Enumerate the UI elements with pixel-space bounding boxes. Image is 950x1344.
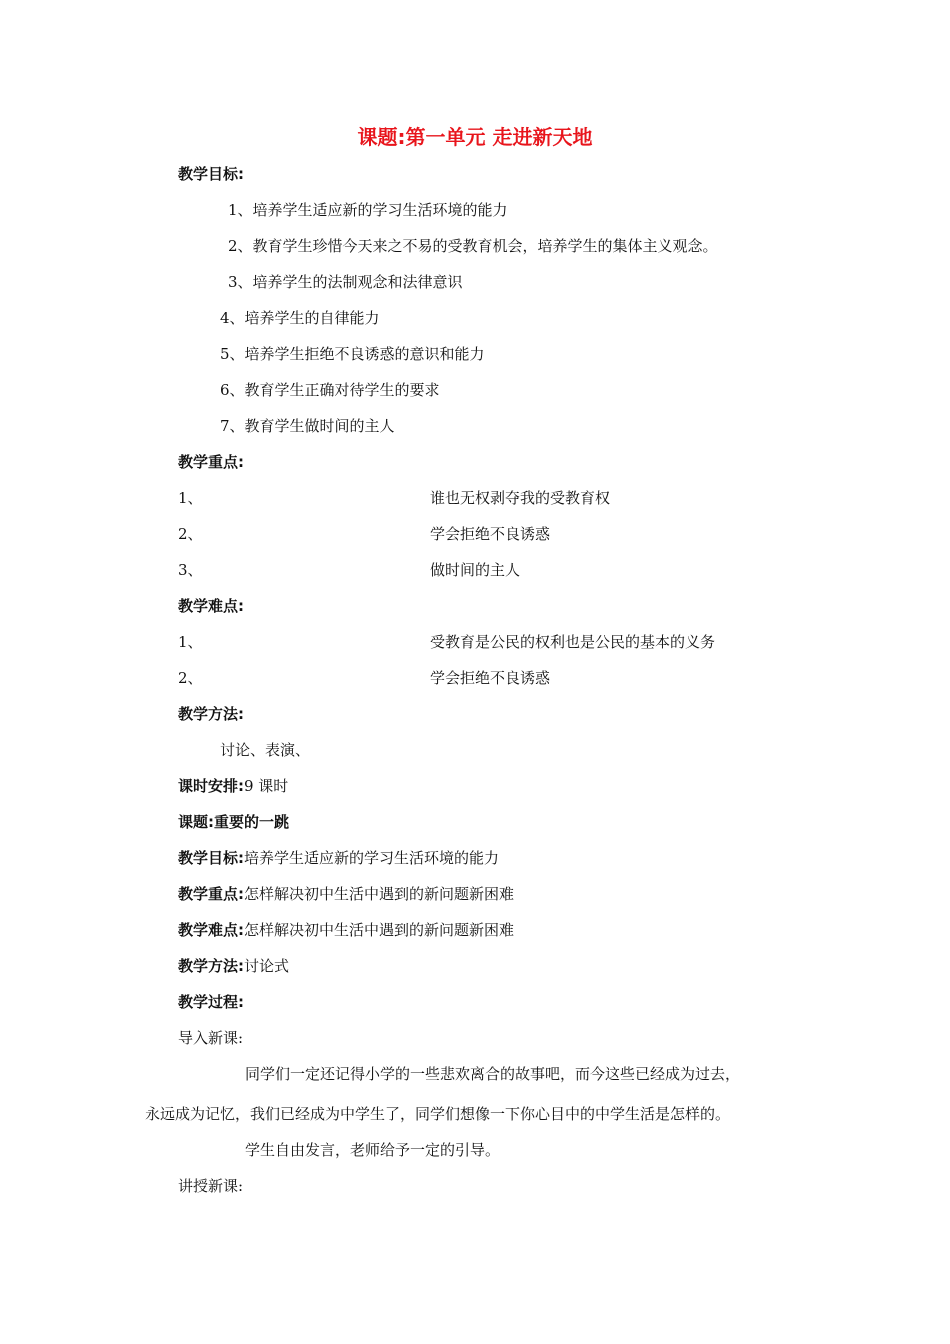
difficulty-text: 学会拒绝不良诱惑 <box>430 669 551 687</box>
lesson-goal-value: 培养学生适应新的学习生活环境的能力 <box>244 849 500 867</box>
lesson-method-row <box>178 956 289 976</box>
lesson-method-label: 教学方法: <box>178 957 244 975</box>
lesson-diff-row <box>178 920 514 940</box>
teach-heading: 讲授新课: <box>178 1177 244 1195</box>
keypoint-text: 学会拒绝不良诱惑 <box>430 525 551 543</box>
keypoint-number: 1、 <box>178 489 203 507</box>
goal-item: 7、教育学生做时间的主人 <box>220 417 395 435</box>
lesson-key-label: 教学重点: <box>178 885 244 903</box>
lesson-title-label: 课题: <box>178 813 214 831</box>
lesson-diff-label: 教学难点: <box>178 921 244 939</box>
intro-paragraph-line: 同学们一定还记得小学的一些悲欢离合的故事吧，而今这些已经成为过去， <box>245 1065 741 1083</box>
intro-paragraph-line: 学生自由发言，老师给予一定的引导。 <box>245 1141 501 1159</box>
lesson-title-row <box>178 812 289 832</box>
lesson-key-value: 怎样解决初中生活中遇到的新问题新困难 <box>244 885 515 903</box>
difficulty-number: 1、 <box>178 633 203 651</box>
keypoint-number: 2、 <box>178 525 203 543</box>
schedule-value: 9 课时 <box>244 777 289 795</box>
schedule-label: 课时安排: <box>178 777 244 795</box>
lesson-title-value: 重要的一跳 <box>214 813 290 831</box>
goal-item: 3、培养学生的法制观念和法律意识 <box>228 273 463 291</box>
lesson-process-heading: 教学过程: <box>178 993 244 1011</box>
keypoint-text: 做时间的主人 <box>430 561 521 579</box>
goal-item: 4、培养学生的自律能力 <box>220 309 380 327</box>
methods-text: 讨论、表演、 <box>220 741 311 759</box>
goal-item: 1、培养学生适应新的学习生活环境的能力 <box>228 201 508 219</box>
goals-heading: 教学目标: <box>178 165 244 183</box>
goal-item: 2、教育学生珍惜今天来之不易的受教育机会，培养学生的集体主义观念。 <box>228 237 718 255</box>
keypoint-number: 3、 <box>178 561 203 579</box>
goal-item: 5、培养学生拒绝不良诱惑的意识和能力 <box>220 345 485 363</box>
lesson-diff-value: 怎样解决初中生活中遇到的新问题新困难 <box>244 921 515 939</box>
keypoint-text: 谁也无权剥夺我的受教育权 <box>430 489 611 507</box>
difficulty-number: 2、 <box>178 669 203 687</box>
intro-heading: 导入新课: <box>178 1029 244 1047</box>
goal-item: 6、教育学生正确对待学生的要求 <box>220 381 440 399</box>
methods-heading: 教学方法: <box>178 705 244 723</box>
difficulty-text: 受教育是公民的权利也是公民的基本的义务 <box>430 633 716 651</box>
intro-paragraph-line: 永远成为记忆，我们已经成为中学生了，同学们想像一下你心目中的中学生活是怎样的。 <box>145 1105 731 1123</box>
difficulties-heading: 教学难点: <box>178 597 244 615</box>
keypoints-heading: 教学重点: <box>178 453 244 471</box>
schedule-row <box>178 776 288 796</box>
lesson-goal-row <box>178 848 499 868</box>
lesson-key-row <box>178 884 514 904</box>
lesson-goal-label: 教学目标: <box>178 849 244 867</box>
lesson-method-value: 讨论式 <box>244 957 290 975</box>
page-title: 课题:第一单元 走进新天地 <box>357 125 593 149</box>
